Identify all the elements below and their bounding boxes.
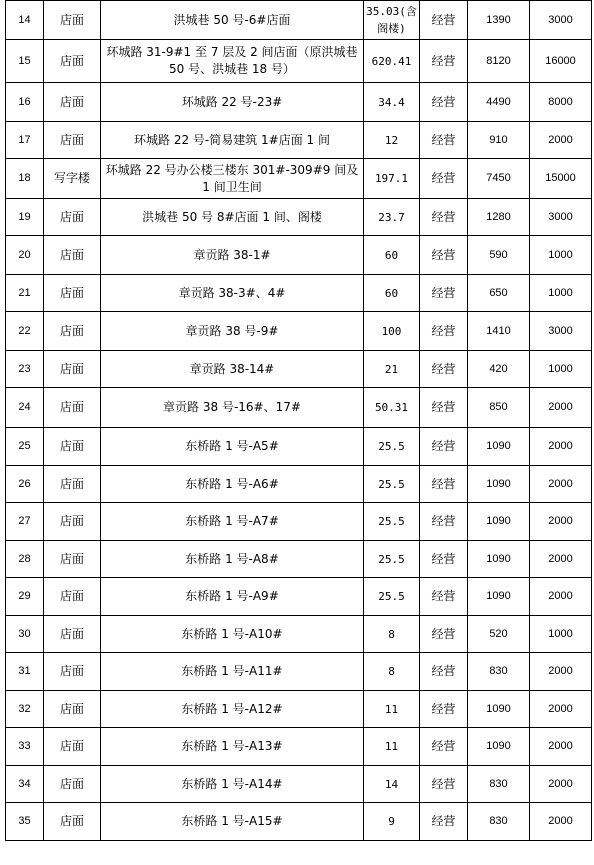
address-cell: 东桥路 1 号-A7# [101, 503, 364, 541]
area-cell: 23.7 [364, 199, 420, 236]
status-cell: 经营 [420, 541, 468, 578]
value-2-cell: 3000 [530, 312, 592, 351]
address-cell: 章贡路 38-3#、4# [101, 275, 364, 312]
table-row [6, 541, 592, 578]
row-number-cell: 32 [6, 691, 44, 728]
row-number-cell: 24 [6, 388, 44, 428]
area-cell: 25.5 [364, 466, 420, 503]
property-type-cell: 店面 [44, 351, 101, 388]
row-number-cell: 34 [6, 766, 44, 803]
table-row [6, 275, 592, 312]
area-cell: 50.31 [364, 388, 420, 428]
address-cell: 洪城巷 50 号 8#店面 1 间、阁楼 [101, 199, 364, 236]
table-row [6, 351, 592, 388]
value-1-cell: 520 [468, 616, 530, 653]
table-row [6, 312, 592, 351]
area-cell: 197.1 [364, 159, 420, 199]
value-2-cell: 2000 [530, 578, 592, 616]
row-number-cell: 28 [6, 541, 44, 578]
status-cell: 经营 [420, 616, 468, 653]
value-1-cell: 1090 [468, 578, 530, 616]
table-row [6, 578, 592, 616]
row-number-cell: 27 [6, 503, 44, 541]
value-1-cell: 1280 [468, 199, 530, 236]
area-cell: 9 [364, 803, 420, 841]
table-row [6, 503, 592, 541]
table-row [6, 40, 592, 83]
address-cell: 东桥路 1 号-A10# [101, 616, 364, 653]
value-1-cell: 830 [468, 766, 530, 803]
area-cell: 11 [364, 728, 420, 766]
value-2-cell: 2000 [530, 766, 592, 803]
property-type-cell: 店面 [44, 199, 101, 236]
area-cell: 35.03(含阁楼) [364, 1, 420, 40]
row-number-cell: 33 [6, 728, 44, 766]
property-type-cell: 店面 [44, 236, 101, 275]
value-1-cell: 910 [468, 122, 530, 159]
address-cell: 东桥路 1 号-A12# [101, 691, 364, 728]
address-cell: 东桥路 1 号-A6# [101, 466, 364, 503]
property-type-cell: 店面 [44, 275, 101, 312]
property-type-cell: 店面 [44, 83, 101, 122]
address-cell: 东桥路 1 号-A14# [101, 766, 364, 803]
property-type-cell: 店面 [44, 803, 101, 841]
status-cell: 经营 [420, 83, 468, 122]
table-row [6, 236, 592, 275]
address-cell: 洪城巷 50 号-6#店面 [101, 1, 364, 40]
property-table [5, 0, 592, 841]
table-row [6, 1, 592, 40]
value-2-cell: 2000 [530, 653, 592, 691]
value-1-cell: 1090 [468, 691, 530, 728]
status-cell: 经营 [420, 388, 468, 428]
row-number-cell: 31 [6, 653, 44, 691]
value-1-cell: 1390 [468, 1, 530, 40]
row-number-cell: 23 [6, 351, 44, 388]
property-type-cell: 店面 [44, 122, 101, 159]
row-number-cell: 19 [6, 199, 44, 236]
value-2-cell: 2000 [530, 503, 592, 541]
area-cell: 25.5 [364, 428, 420, 466]
property-type-cell: 店面 [44, 312, 101, 351]
table-row [6, 122, 592, 159]
area-cell: 14 [364, 766, 420, 803]
property-type-cell: 店面 [44, 428, 101, 466]
status-cell: 经营 [420, 428, 468, 466]
property-type-cell: 店面 [44, 728, 101, 766]
area-cell: 60 [364, 275, 420, 312]
row-number-cell: 21 [6, 275, 44, 312]
status-cell: 经营 [420, 766, 468, 803]
value-1-cell: 1090 [468, 541, 530, 578]
status-cell: 经营 [420, 803, 468, 841]
value-2-cell: 2000 [530, 691, 592, 728]
row-number-cell: 25 [6, 428, 44, 466]
value-1-cell: 650 [468, 275, 530, 312]
value-2-cell: 8000 [530, 83, 592, 122]
table-row [6, 616, 592, 653]
status-cell: 经营 [420, 1, 468, 40]
property-type-cell: 店面 [44, 388, 101, 428]
value-1-cell: 1090 [468, 728, 530, 766]
status-cell: 经营 [420, 503, 468, 541]
value-1-cell: 7450 [468, 159, 530, 199]
value-1-cell: 8120 [468, 40, 530, 83]
value-2-cell: 1000 [530, 351, 592, 388]
address-cell: 章贡路 38-1# [101, 236, 364, 275]
address-cell: 东桥路 1 号-A15# [101, 803, 364, 841]
table-row [6, 466, 592, 503]
property-type-cell: 写字楼 [44, 159, 101, 199]
address-cell: 东桥路 1 号-A11# [101, 653, 364, 691]
status-cell: 经营 [420, 466, 468, 503]
table-row [6, 428, 592, 466]
row-number-cell: 15 [6, 40, 44, 83]
table-row [6, 388, 592, 428]
status-cell: 经营 [420, 122, 468, 159]
value-2-cell: 16000 [530, 40, 592, 83]
table-row [6, 691, 592, 728]
area-cell: 620.41 [364, 40, 420, 83]
value-2-cell: 2000 [530, 466, 592, 503]
row-number-cell: 29 [6, 578, 44, 616]
table-row [6, 728, 592, 766]
table-row [6, 159, 592, 199]
property-type-cell: 店面 [44, 578, 101, 616]
status-cell: 经营 [420, 691, 468, 728]
value-1-cell: 850 [468, 388, 530, 428]
table-row [6, 83, 592, 122]
value-1-cell: 830 [468, 653, 530, 691]
value-1-cell: 830 [468, 803, 530, 841]
property-type-cell: 店面 [44, 691, 101, 728]
value-2-cell: 1000 [530, 616, 592, 653]
value-2-cell: 2000 [530, 728, 592, 766]
status-cell: 经营 [420, 159, 468, 199]
property-type-cell: 店面 [44, 466, 101, 503]
area-cell: 100 [364, 312, 420, 351]
row-number-cell: 22 [6, 312, 44, 351]
property-type-cell: 店面 [44, 503, 101, 541]
address-cell: 章贡路 38 号-9# [101, 312, 364, 351]
area-cell: 8 [364, 653, 420, 691]
row-number-cell: 16 [6, 83, 44, 122]
area-cell: 25.5 [364, 503, 420, 541]
property-type-cell: 店面 [44, 616, 101, 653]
row-number-cell: 18 [6, 159, 44, 199]
area-cell: 21 [364, 351, 420, 388]
property-type-cell: 店面 [44, 1, 101, 40]
table-body [6, 1, 592, 841]
address-cell: 东桥路 1 号-A8# [101, 541, 364, 578]
address-cell: 环城路 22 号-23# [101, 83, 364, 122]
area-cell: 34.4 [364, 83, 420, 122]
value-2-cell: 2000 [530, 122, 592, 159]
table-row [6, 766, 592, 803]
address-cell: 章贡路 38 号-16#、17# [101, 388, 364, 428]
table-row [6, 199, 592, 236]
area-cell: 25.5 [364, 578, 420, 616]
area-cell: 12 [364, 122, 420, 159]
value-1-cell: 4490 [468, 83, 530, 122]
value-2-cell: 2000 [530, 428, 592, 466]
property-type-cell: 店面 [44, 541, 101, 578]
status-cell: 经营 [420, 653, 468, 691]
value-2-cell: 1000 [530, 236, 592, 275]
status-cell: 经营 [420, 351, 468, 388]
row-number-cell: 20 [6, 236, 44, 275]
status-cell: 经营 [420, 728, 468, 766]
table-row [6, 803, 592, 841]
address-cell: 东桥路 1 号-A13# [101, 728, 364, 766]
address-cell: 环城路 31-9#1 至 7 层及 2 间店面（原洪城巷 50 号、洪城巷 18 号） [101, 40, 364, 83]
value-2-cell: 1000 [530, 275, 592, 312]
status-cell: 经营 [420, 312, 468, 351]
value-2-cell: 3000 [530, 1, 592, 40]
status-cell: 经营 [420, 578, 468, 616]
status-cell: 经营 [420, 199, 468, 236]
value-1-cell: 1410 [468, 312, 530, 351]
value-1-cell: 1090 [468, 428, 530, 466]
table-row [6, 653, 592, 691]
property-type-cell: 店面 [44, 40, 101, 83]
row-number-cell: 17 [6, 122, 44, 159]
value-1-cell: 590 [468, 236, 530, 275]
row-number-cell: 14 [6, 1, 44, 40]
status-cell: 经营 [420, 40, 468, 83]
row-number-cell: 26 [6, 466, 44, 503]
row-number-cell: 35 [6, 803, 44, 841]
value-2-cell: 2000 [530, 803, 592, 841]
address-cell: 章贡路 38-14# [101, 351, 364, 388]
property-type-cell: 店面 [44, 766, 101, 803]
value-2-cell: 2000 [530, 541, 592, 578]
row-number-cell: 30 [6, 616, 44, 653]
value-1-cell: 1090 [468, 466, 530, 503]
area-cell: 60 [364, 236, 420, 275]
address-cell: 环城路 22 号办公楼三楼东 301#-309#9 间及 1 间卫生间 [101, 159, 364, 199]
value-1-cell: 420 [468, 351, 530, 388]
address-cell: 东桥路 1 号-A9# [101, 578, 364, 616]
value-2-cell: 2000 [530, 388, 592, 428]
value-1-cell: 1090 [468, 503, 530, 541]
address-cell: 东桥路 1 号-A5# [101, 428, 364, 466]
status-cell: 经营 [420, 275, 468, 312]
value-2-cell: 15000 [530, 159, 592, 199]
property-type-cell: 店面 [44, 653, 101, 691]
value-2-cell: 3000 [530, 199, 592, 236]
area-cell: 25.5 [364, 541, 420, 578]
area-cell: 11 [364, 691, 420, 728]
area-cell: 8 [364, 616, 420, 653]
status-cell: 经营 [420, 236, 468, 275]
address-cell: 环城路 22 号-简易建筑 1#店面 1 间 [101, 122, 364, 159]
